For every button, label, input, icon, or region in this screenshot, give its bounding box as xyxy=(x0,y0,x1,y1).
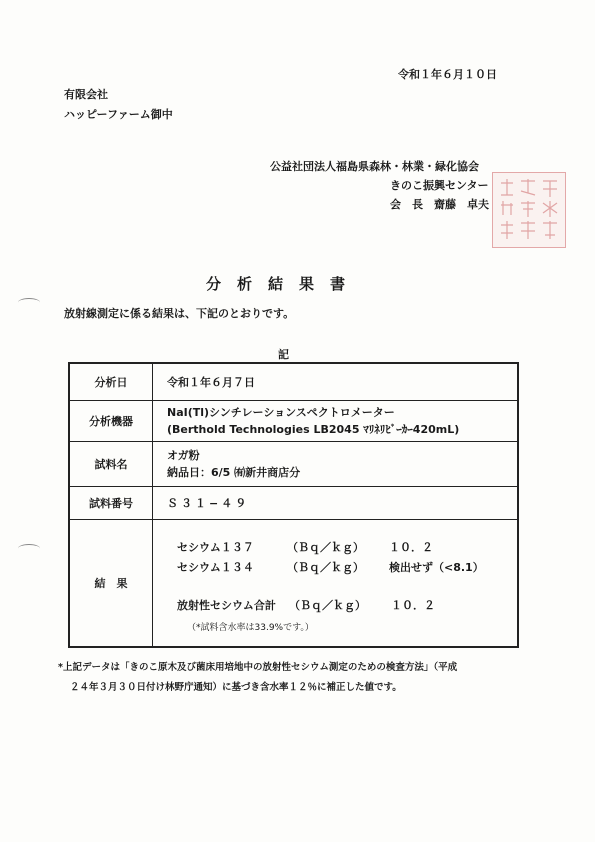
instrument-value xyxy=(153,401,519,442)
document-title: 分析結果書 xyxy=(206,275,362,293)
issue-date: 令和１年６月１０日 xyxy=(398,68,497,81)
footnote-line-2: ２４年３月３０日付け林野庁通知）に基づき含水率１２％に補正した値です。 xyxy=(70,682,402,693)
delivery-info: 納品日：6/5 ㈲新井商店分 xyxy=(167,466,301,479)
cs137-value: １０．２ xyxy=(389,540,433,554)
cs134-label: セシウム１３４ xyxy=(177,560,254,574)
total-value: １０．２ xyxy=(391,598,435,612)
table-row xyxy=(69,520,518,648)
instrument-name: NaI(Tl)シンチレーションスペクトロメーター xyxy=(167,406,395,419)
table-row xyxy=(69,401,518,442)
cs137-unit: （Ｂｑ／ｋｇ） xyxy=(287,540,364,554)
moisture-note: （*試料含水率は33.9%です。） xyxy=(187,622,314,633)
cs134-unit: （Ｂｑ／ｋｇ） xyxy=(287,560,364,574)
issuer-center: きのこ振興センター xyxy=(390,179,489,192)
ki-heading: 記 xyxy=(278,348,289,361)
row-label-instrument: 分析機器 xyxy=(69,401,153,442)
row-label-result: 結 果 xyxy=(69,520,153,648)
official-seal-stamp xyxy=(492,172,566,248)
result-values xyxy=(153,520,519,648)
scan-punch-mark xyxy=(18,544,40,553)
table-row xyxy=(69,442,518,487)
table-row xyxy=(69,363,518,401)
table-row xyxy=(69,487,518,520)
analysis-date-text: 令和１年６月７日 xyxy=(167,375,255,389)
cs137-label: セシウム１３７ xyxy=(177,540,254,554)
cs134-value: 検出せず（<8.1） xyxy=(389,560,484,574)
footnote-line-1: *上記データは「きのこ原木及び菌床用培地中の放射性セシウム測定のための検査方法」（平成 xyxy=(58,662,458,673)
row-label-analysis-date: 分析日 xyxy=(69,363,153,401)
analysis-date-value xyxy=(153,363,519,401)
result-cs137 xyxy=(177,538,517,558)
sample-number-value xyxy=(153,487,519,520)
row-label-sample-number: 試料番号 xyxy=(69,487,153,520)
addressee-company-type: 有限会社 xyxy=(64,88,108,101)
issuer-organization: 公益社団法人福島県森林・林業・緑化協会 xyxy=(270,160,479,173)
row-label-sample-name: 試料名 xyxy=(69,442,153,487)
seal-pattern xyxy=(493,173,565,247)
instrument-detail: (Berthold Technologies LB2045 ﾏﾘﾈﾘﾋﾞｰｶｰ420mL) xyxy=(167,423,460,436)
result-cs134 xyxy=(177,558,517,578)
addressee-name: ハッピーファーム御中 xyxy=(64,108,173,121)
total-label: 放射性セシウム合計 xyxy=(177,598,276,612)
intro-text: 放射線測定に係る結果は、下記のとおりです。 xyxy=(64,307,295,320)
total-unit: （Ｂｑ／ｋｇ） xyxy=(289,598,366,612)
scan-punch-mark xyxy=(18,298,40,307)
sample-name: オガ粉 xyxy=(167,449,200,462)
sample-name-value xyxy=(153,442,519,487)
sample-number: Ｓ３１−４９ xyxy=(167,496,250,510)
issuer-representative: 会 長 齋藤 卓夫 xyxy=(390,198,489,211)
results-table xyxy=(68,362,519,648)
result-total xyxy=(177,596,517,616)
